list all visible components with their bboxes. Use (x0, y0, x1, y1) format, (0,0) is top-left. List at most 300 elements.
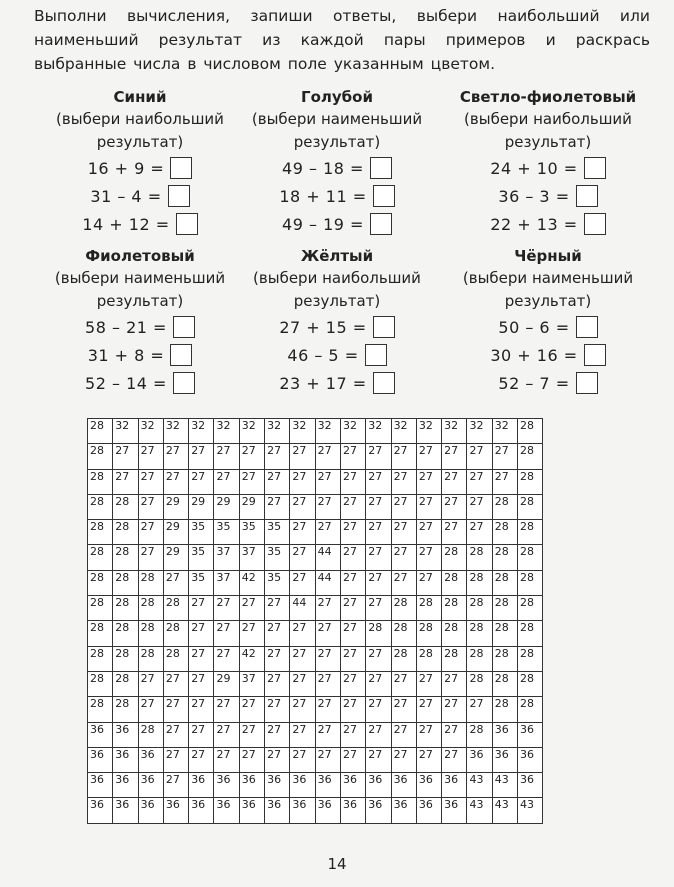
grid-cell[interactable] (442, 671, 467, 696)
grid-cell[interactable] (239, 570, 264, 595)
grid-cell[interactable] (467, 773, 492, 798)
grid-cell[interactable] (239, 419, 264, 444)
grid-cell[interactable] (366, 469, 391, 494)
grid-cell[interactable] (88, 621, 113, 646)
grid-cell[interactable] (492, 621, 517, 646)
grid-cell[interactable] (239, 545, 264, 570)
grid-cell[interactable] (138, 596, 163, 621)
grid-cell[interactable] (189, 570, 214, 595)
grid-cell[interactable] (416, 444, 441, 469)
grid-cell[interactable] (315, 494, 340, 519)
grid-cell[interactable] (518, 444, 543, 469)
grid-cell[interactable] (113, 747, 138, 772)
grid-cell[interactable] (163, 697, 188, 722)
grid-cell[interactable] (138, 469, 163, 494)
answer-box[interactable] (176, 213, 198, 235)
answer-box[interactable] (373, 372, 395, 394)
grid-cell[interactable] (518, 747, 543, 772)
grid-cell[interactable] (113, 520, 138, 545)
grid-cell[interactable] (416, 419, 441, 444)
grid-cell[interactable] (416, 520, 441, 545)
grid-cell[interactable] (366, 671, 391, 696)
grid-cell[interactable] (416, 722, 441, 747)
grid-cell[interactable] (391, 444, 416, 469)
grid-cell[interactable] (492, 545, 517, 570)
grid-cell[interactable] (265, 419, 290, 444)
grid-cell[interactable] (467, 646, 492, 671)
grid-cell[interactable] (265, 773, 290, 798)
grid-cell[interactable] (315, 621, 340, 646)
grid-cell[interactable] (214, 646, 239, 671)
answer-box[interactable] (168, 185, 190, 207)
grid-cell[interactable] (442, 419, 467, 444)
grid-cell[interactable] (138, 520, 163, 545)
grid-cell[interactable] (492, 773, 517, 798)
grid-cell[interactable] (265, 697, 290, 722)
grid-cell[interactable] (518, 646, 543, 671)
grid-cell[interactable] (214, 570, 239, 595)
grid-cell[interactable] (214, 621, 239, 646)
grid-cell[interactable] (239, 596, 264, 621)
grid-cell[interactable] (492, 671, 517, 696)
grid-cell[interactable] (492, 646, 517, 671)
grid-cell[interactable] (290, 671, 315, 696)
grid-cell[interactable] (315, 444, 340, 469)
grid-cell[interactable] (88, 646, 113, 671)
grid-cell[interactable] (442, 520, 467, 545)
grid-cell[interactable] (163, 494, 188, 519)
grid-cell[interactable] (467, 520, 492, 545)
grid-cell[interactable] (239, 747, 264, 772)
grid-cell[interactable] (189, 773, 214, 798)
grid-cell[interactable] (88, 570, 113, 595)
grid-cell[interactable] (239, 671, 264, 696)
grid-cell[interactable] (265, 621, 290, 646)
grid-cell[interactable] (290, 520, 315, 545)
grid-cell[interactable] (290, 494, 315, 519)
grid-cell[interactable] (138, 798, 163, 823)
grid-cell[interactable] (163, 520, 188, 545)
grid-cell[interactable] (467, 469, 492, 494)
grid-cell[interactable] (163, 469, 188, 494)
grid-cell[interactable] (290, 747, 315, 772)
grid-cell[interactable] (366, 570, 391, 595)
grid-cell[interactable] (88, 798, 113, 823)
grid-cell[interactable] (492, 444, 517, 469)
grid-cell[interactable] (416, 697, 441, 722)
grid-cell[interactable] (340, 697, 365, 722)
grid-cell[interactable] (315, 671, 340, 696)
grid-cell[interactable] (113, 494, 138, 519)
grid-cell[interactable] (189, 747, 214, 772)
grid-cell[interactable] (113, 419, 138, 444)
grid-cell[interactable] (391, 697, 416, 722)
grid-cell[interactable] (214, 798, 239, 823)
grid-cell[interactable] (163, 621, 188, 646)
grid-cell[interactable] (290, 773, 315, 798)
grid-cell[interactable] (214, 596, 239, 621)
grid-cell[interactable] (265, 444, 290, 469)
grid-cell[interactable] (416, 621, 441, 646)
grid-cell[interactable] (290, 570, 315, 595)
grid-cell[interactable] (138, 570, 163, 595)
grid-cell[interactable] (340, 773, 365, 798)
grid-cell[interactable] (189, 671, 214, 696)
grid-cell[interactable] (492, 798, 517, 823)
grid-cell[interactable] (163, 798, 188, 823)
grid-cell[interactable] (340, 545, 365, 570)
grid-cell[interactable] (416, 494, 441, 519)
grid-cell[interactable] (214, 671, 239, 696)
grid-cell[interactable] (518, 621, 543, 646)
grid-cell[interactable] (518, 697, 543, 722)
grid-cell[interactable] (391, 621, 416, 646)
grid-cell[interactable] (391, 494, 416, 519)
grid-cell[interactable] (340, 798, 365, 823)
grid-cell[interactable] (239, 444, 264, 469)
grid-cell[interactable] (113, 646, 138, 671)
grid-cell[interactable] (113, 570, 138, 595)
grid-cell[interactable] (265, 798, 290, 823)
grid-cell[interactable] (391, 671, 416, 696)
grid-cell[interactable] (467, 494, 492, 519)
grid-cell[interactable] (518, 545, 543, 570)
grid-cell[interactable] (391, 646, 416, 671)
grid-cell[interactable] (366, 697, 391, 722)
grid-cell[interactable] (492, 494, 517, 519)
grid-cell[interactable] (214, 444, 239, 469)
grid-cell[interactable] (492, 697, 517, 722)
grid-cell[interactable] (189, 722, 214, 747)
grid-cell[interactable] (391, 545, 416, 570)
grid-cell[interactable] (239, 621, 264, 646)
grid-cell[interactable] (113, 773, 138, 798)
grid-cell[interactable] (467, 570, 492, 595)
grid-cell[interactable] (163, 747, 188, 772)
grid-cell[interactable] (391, 520, 416, 545)
grid-cell[interactable] (138, 494, 163, 519)
grid-cell[interactable] (88, 773, 113, 798)
grid-cell[interactable] (416, 747, 441, 772)
grid-cell[interactable] (88, 671, 113, 696)
grid-cell[interactable] (265, 494, 290, 519)
grid-cell[interactable] (163, 419, 188, 444)
grid-cell[interactable] (315, 747, 340, 772)
answer-box[interactable] (576, 372, 598, 394)
grid-cell[interactable] (518, 671, 543, 696)
grid-cell[interactable] (518, 520, 543, 545)
answer-box[interactable] (370, 213, 392, 235)
grid-cell[interactable] (265, 646, 290, 671)
grid-cell[interactable] (239, 520, 264, 545)
grid-cell[interactable] (366, 747, 391, 772)
grid-cell[interactable] (138, 747, 163, 772)
grid-cell[interactable] (189, 697, 214, 722)
grid-cell[interactable] (239, 773, 264, 798)
grid-cell[interactable] (290, 646, 315, 671)
grid-cell[interactable] (340, 444, 365, 469)
answer-box[interactable] (170, 157, 192, 179)
grid-cell[interactable] (138, 419, 163, 444)
answer-box[interactable] (576, 185, 598, 207)
grid-cell[interactable] (189, 494, 214, 519)
answer-box[interactable] (584, 157, 606, 179)
grid-cell[interactable] (492, 419, 517, 444)
grid-cell[interactable] (366, 646, 391, 671)
grid-cell[interactable] (315, 419, 340, 444)
grid-cell[interactable] (138, 621, 163, 646)
grid-cell[interactable] (265, 570, 290, 595)
grid-cell[interactable] (340, 621, 365, 646)
grid-cell[interactable] (214, 722, 239, 747)
grid-cell[interactable] (214, 773, 239, 798)
grid-cell[interactable] (265, 545, 290, 570)
grid-cell[interactable] (416, 646, 441, 671)
grid-cell[interactable] (391, 419, 416, 444)
grid-cell[interactable] (315, 798, 340, 823)
grid-cell[interactable] (366, 773, 391, 798)
grid-cell[interactable] (315, 545, 340, 570)
grid-cell[interactable] (189, 545, 214, 570)
grid-cell[interactable] (442, 798, 467, 823)
grid-cell[interactable] (340, 419, 365, 444)
grid-cell[interactable] (467, 419, 492, 444)
grid-cell[interactable] (189, 520, 214, 545)
grid-cell[interactable] (138, 646, 163, 671)
grid-cell[interactable] (366, 545, 391, 570)
grid-cell[interactable] (442, 494, 467, 519)
grid-cell[interactable] (88, 697, 113, 722)
answer-box[interactable] (373, 316, 395, 338)
grid-cell[interactable] (163, 545, 188, 570)
grid-cell[interactable] (214, 520, 239, 545)
grid-cell[interactable] (416, 596, 441, 621)
grid-cell[interactable] (113, 469, 138, 494)
answer-box[interactable] (173, 316, 195, 338)
grid-cell[interactable] (189, 798, 214, 823)
grid-cell[interactable] (290, 444, 315, 469)
grid-cell[interactable] (290, 596, 315, 621)
grid-cell[interactable] (138, 722, 163, 747)
grid-cell[interactable] (265, 469, 290, 494)
grid-cell[interactable] (113, 722, 138, 747)
grid-cell[interactable] (239, 697, 264, 722)
grid-cell[interactable] (442, 747, 467, 772)
grid-cell[interactable] (163, 596, 188, 621)
grid-cell[interactable] (518, 494, 543, 519)
grid-cell[interactable] (442, 469, 467, 494)
grid-cell[interactable] (239, 494, 264, 519)
grid-cell[interactable] (391, 722, 416, 747)
grid-cell[interactable] (416, 570, 441, 595)
answer-box[interactable] (576, 316, 598, 338)
grid-cell[interactable] (163, 722, 188, 747)
grid-cell[interactable] (88, 469, 113, 494)
grid-cell[interactable] (340, 469, 365, 494)
grid-cell[interactable] (492, 747, 517, 772)
grid-cell[interactable] (113, 697, 138, 722)
grid-cell[interactable] (138, 773, 163, 798)
grid-cell[interactable] (467, 671, 492, 696)
grid-cell[interactable] (467, 747, 492, 772)
grid-cell[interactable] (113, 798, 138, 823)
grid-cell[interactable] (518, 596, 543, 621)
grid-cell[interactable] (416, 545, 441, 570)
grid-cell[interactable] (492, 520, 517, 545)
grid-cell[interactable] (442, 773, 467, 798)
grid-cell[interactable] (189, 596, 214, 621)
grid-cell[interactable] (467, 444, 492, 469)
grid-cell[interactable] (265, 596, 290, 621)
grid-cell[interactable] (189, 469, 214, 494)
grid-cell[interactable] (239, 646, 264, 671)
grid-cell[interactable] (315, 722, 340, 747)
grid-cell[interactable] (518, 570, 543, 595)
grid-cell[interactable] (113, 596, 138, 621)
grid-cell[interactable] (340, 646, 365, 671)
grid-cell[interactable] (467, 545, 492, 570)
grid-cell[interactable] (265, 520, 290, 545)
grid-cell[interactable] (340, 596, 365, 621)
grid-cell[interactable] (340, 520, 365, 545)
grid-cell[interactable] (163, 646, 188, 671)
grid-cell[interactable] (442, 621, 467, 646)
grid-cell[interactable] (88, 596, 113, 621)
answer-box[interactable] (170, 344, 192, 366)
grid-cell[interactable] (442, 444, 467, 469)
grid-cell[interactable] (113, 671, 138, 696)
grid-cell[interactable] (340, 494, 365, 519)
grid-cell[interactable] (391, 747, 416, 772)
grid-cell[interactable] (88, 494, 113, 519)
grid-cell[interactable] (518, 469, 543, 494)
grid-cell[interactable] (340, 722, 365, 747)
grid-cell[interactable] (518, 798, 543, 823)
grid-cell[interactable] (391, 570, 416, 595)
grid-cell[interactable] (467, 697, 492, 722)
grid-cell[interactable] (315, 570, 340, 595)
grid-cell[interactable] (492, 596, 517, 621)
grid-cell[interactable] (366, 621, 391, 646)
answer-box[interactable] (365, 344, 387, 366)
grid-cell[interactable] (340, 671, 365, 696)
grid-cell[interactable] (265, 671, 290, 696)
grid-cell[interactable] (189, 419, 214, 444)
grid-cell[interactable] (88, 520, 113, 545)
grid-cell[interactable] (518, 419, 543, 444)
grid-cell[interactable] (214, 545, 239, 570)
answer-box[interactable] (373, 185, 395, 207)
answer-box[interactable] (173, 372, 195, 394)
grid-cell[interactable] (416, 671, 441, 696)
grid-cell[interactable] (442, 646, 467, 671)
grid-cell[interactable] (315, 697, 340, 722)
grid-cell[interactable] (467, 722, 492, 747)
grid-cell[interactable] (416, 469, 441, 494)
answer-box[interactable] (584, 213, 606, 235)
grid-cell[interactable] (113, 444, 138, 469)
grid-cell[interactable] (366, 444, 391, 469)
grid-cell[interactable] (391, 773, 416, 798)
grid-cell[interactable] (214, 697, 239, 722)
grid-cell[interactable] (189, 621, 214, 646)
grid-cell[interactable] (290, 419, 315, 444)
grid-cell[interactable] (315, 469, 340, 494)
grid-cell[interactable] (518, 773, 543, 798)
grid-cell[interactable] (442, 596, 467, 621)
grid-cell[interactable] (340, 570, 365, 595)
grid-cell[interactable] (290, 621, 315, 646)
grid-cell[interactable] (290, 798, 315, 823)
grid-cell[interactable] (366, 520, 391, 545)
grid-cell[interactable] (239, 798, 264, 823)
answer-box[interactable] (584, 344, 606, 366)
grid-cell[interactable] (366, 798, 391, 823)
grid-cell[interactable] (442, 545, 467, 570)
grid-cell[interactable] (315, 520, 340, 545)
grid-cell[interactable] (442, 722, 467, 747)
grid-cell[interactable] (88, 722, 113, 747)
grid-cell[interactable] (366, 419, 391, 444)
grid-cell[interactable] (290, 469, 315, 494)
grid-cell[interactable] (416, 798, 441, 823)
grid-cell[interactable] (315, 646, 340, 671)
grid-cell[interactable] (391, 596, 416, 621)
grid-cell[interactable] (492, 570, 517, 595)
grid-cell[interactable] (290, 697, 315, 722)
grid-cell[interactable] (518, 722, 543, 747)
grid-cell[interactable] (391, 469, 416, 494)
grid-cell[interactable] (88, 747, 113, 772)
grid-cell[interactable] (467, 596, 492, 621)
grid-cell[interactable] (214, 469, 239, 494)
grid-cell[interactable] (214, 494, 239, 519)
grid-cell[interactable] (467, 798, 492, 823)
grid-cell[interactable] (391, 798, 416, 823)
grid-cell[interactable] (315, 596, 340, 621)
grid-cell[interactable] (214, 419, 239, 444)
grid-cell[interactable] (416, 773, 441, 798)
grid-cell[interactable] (189, 646, 214, 671)
grid-cell[interactable] (163, 444, 188, 469)
grid-cell[interactable] (239, 469, 264, 494)
grid-cell[interactable] (163, 773, 188, 798)
grid-cell[interactable] (442, 570, 467, 595)
grid-cell[interactable] (138, 545, 163, 570)
grid-cell[interactable] (88, 444, 113, 469)
grid-cell[interactable] (214, 747, 239, 772)
grid-cell[interactable] (113, 621, 138, 646)
grid-cell[interactable] (290, 545, 315, 570)
grid-cell[interactable] (138, 697, 163, 722)
grid-cell[interactable] (315, 773, 340, 798)
grid-cell[interactable] (189, 444, 214, 469)
answer-box[interactable] (370, 157, 392, 179)
grid-cell[interactable] (138, 671, 163, 696)
grid-cell[interactable] (265, 747, 290, 772)
grid-cell[interactable] (290, 722, 315, 747)
grid-cell[interactable] (138, 444, 163, 469)
grid-cell[interactable] (366, 494, 391, 519)
grid-cell[interactable] (492, 469, 517, 494)
grid-cell[interactable] (265, 722, 290, 747)
grid-cell[interactable] (163, 671, 188, 696)
grid-cell[interactable] (239, 722, 264, 747)
grid-cell[interactable] (163, 570, 188, 595)
grid-cell[interactable] (442, 697, 467, 722)
grid-cell[interactable] (88, 545, 113, 570)
grid-cell[interactable] (113, 545, 138, 570)
